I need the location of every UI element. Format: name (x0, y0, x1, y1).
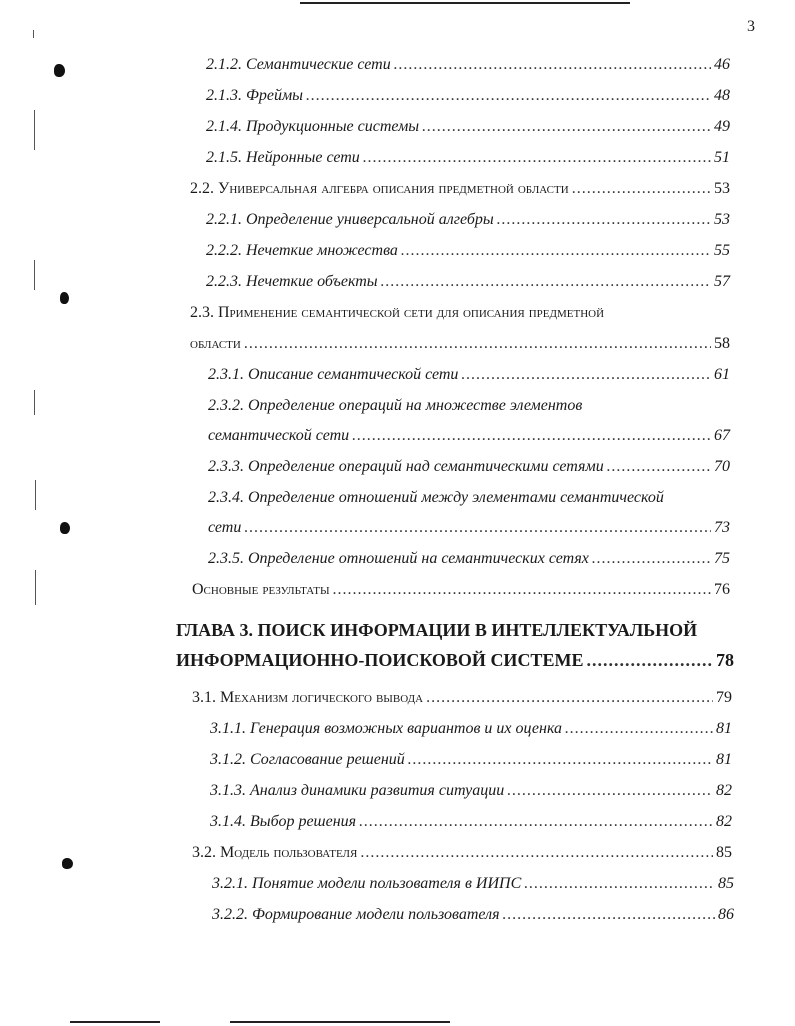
margin-tick (34, 110, 35, 150)
toc-entry (206, 149, 730, 167)
toc-entry (212, 875, 734, 893)
margin-tick (34, 390, 35, 415)
toc-entry-label: области (190, 335, 241, 352)
toc-entry-page: 49 (714, 118, 730, 135)
leader-dots (381, 273, 711, 291)
toc-entry (210, 813, 732, 831)
toc-entry-label: 2.2.2. Нечеткие множества (206, 242, 398, 259)
punch-hole-mark (54, 64, 65, 77)
toc-entry-page: 61 (714, 366, 730, 383)
toc-section-entry (192, 844, 732, 862)
margin-tick (35, 570, 36, 605)
bottom-edge-rule (70, 1021, 160, 1023)
leader-dots (352, 427, 711, 445)
leader-dots (422, 118, 711, 136)
toc-entry-page: 46 (714, 56, 730, 73)
leader-dots (408, 751, 713, 769)
leader-dots (507, 782, 713, 800)
leader-dots (565, 720, 713, 738)
toc-entry-page: 51 (714, 149, 730, 166)
toc-entry-page: 75 (714, 550, 730, 567)
toc-entry-page: 57 (714, 273, 730, 290)
toc-entry (210, 720, 732, 738)
toc-entry-label: 3.2. Модель пользователя (192, 844, 358, 861)
chapter-heading: ГЛАВА 3. ПОИСК ИНФОРМАЦИИ В ИНТЕЛЛЕКТУАЛЬНОЙ (176, 620, 698, 640)
toc-entry-label: сети (208, 519, 242, 536)
toc-entry-page: 76 (714, 581, 730, 598)
toc-section-entry (190, 335, 730, 353)
toc-entry (210, 782, 732, 800)
leader-dots (572, 180, 711, 198)
toc-entry-label: 2.2.3. Нечеткие объекты (206, 273, 378, 290)
page-number: 3 (747, 18, 755, 35)
leader-dots (607, 458, 711, 476)
toc-entry-label: 2.3.3. Определение операций над семантическими сетями (208, 458, 604, 475)
toc-entry (206, 56, 730, 74)
margin-tick (34, 260, 35, 290)
toc-entry-label: 3.2.2. Формирование модели пользователя (212, 906, 500, 923)
toc-entry (208, 427, 730, 445)
toc-entry (206, 211, 730, 229)
toc-entry-label: 2.1.3. Фреймы (206, 87, 304, 104)
leader-dots (359, 813, 713, 831)
toc-section-entry (192, 689, 732, 707)
chapter-heading-entry (176, 650, 734, 671)
toc-entry-page: 86 (718, 906, 734, 923)
leader-dots (394, 56, 711, 74)
leader-dots (592, 550, 711, 568)
leader-dots (524, 875, 715, 893)
toc-entry-label: 3.1.2. Согласование решений (210, 751, 405, 768)
toc-entry (206, 242, 730, 260)
top-edge-rule (300, 2, 630, 4)
leader-dots (306, 87, 711, 105)
toc-section-entry (190, 180, 730, 198)
punch-hole-mark (60, 522, 70, 534)
toc-entry-page: 82 (716, 782, 732, 799)
toc-entry (208, 458, 730, 476)
toc-entry-page: 55 (714, 242, 730, 259)
punch-hole-mark (62, 858, 73, 869)
toc-entry-page: 58 (714, 335, 730, 352)
margin-tick (35, 480, 36, 510)
leader-dots (461, 366, 711, 384)
toc-entry-label: семантической сети (208, 427, 350, 444)
leader-dots (586, 650, 713, 671)
toc-entry-page: 81 (716, 751, 732, 768)
toc-entry-line: 2.3.4. Определение отношений между элементами семантической (208, 489, 664, 506)
toc-entry-label: 3.1.4. Выбор решения (210, 813, 357, 830)
leader-dots (497, 211, 711, 229)
bottom-edge-rule-2 (230, 1021, 450, 1023)
toc-entry-label: 2.2.1. Определение универсальной алгебры (206, 211, 494, 228)
toc-entry-page: 48 (714, 87, 730, 104)
toc-entry (206, 87, 730, 105)
toc-entry-label: 2.3.5. Определение отношений на семантических сетях (208, 550, 589, 567)
toc-entry-page: 73 (714, 519, 730, 536)
toc-entry-page: 53 (714, 180, 730, 197)
toc-entry (210, 751, 732, 769)
toc-entry-page: 81 (716, 720, 732, 737)
leader-dots (426, 689, 713, 707)
chapter-heading-label: ИНФОРМАЦИОННО-ПОИСКОВОЙ СИСТЕМЕ (176, 650, 584, 670)
leader-dots (363, 149, 711, 167)
toc-entry-label: 2.1.4. Продукционные системы (206, 118, 420, 135)
toc-entry-page: 82 (716, 813, 732, 830)
toc-entry-label: 2.1.2. Семантические сети (206, 56, 391, 73)
punch-hole-mark (60, 292, 69, 304)
toc-entry-label: 3.1. Механизм логического вывода (192, 689, 424, 706)
toc-entry (206, 118, 730, 136)
leader-dots (244, 519, 711, 537)
toc-entry-label: 2.1.5. Нейронные сети (206, 149, 360, 166)
toc-entry-page: 85 (718, 875, 734, 892)
toc-section-heading-line: 2.3. Применение семантической сети для описания предметной (190, 304, 605, 321)
leader-dots (333, 581, 711, 599)
toc-entry (208, 519, 730, 537)
leader-dots (244, 335, 711, 353)
leader-dots (503, 906, 715, 924)
leader-dots (360, 844, 713, 862)
toc-entry-label: 3.2.1. Понятие модели пользователя в ИИПС (212, 875, 522, 892)
leader-dots (401, 242, 711, 260)
toc-entry-page: 53 (714, 211, 730, 228)
toc-entry-page: 67 (714, 427, 730, 444)
toc-entry-label: 3.1.3. Анализ динамики развития ситуации (210, 782, 505, 799)
margin-tick (33, 30, 34, 38)
toc-entry-page: 85 (716, 844, 732, 861)
toc-entry-page: 70 (714, 458, 730, 475)
toc-entry-label: 2.3.1. Описание семантической сети (208, 366, 459, 383)
toc-entry (206, 273, 730, 291)
toc-entry (208, 550, 730, 568)
toc-entry-line: 2.3.2. Определение операций на множестве элементов (208, 397, 583, 414)
toc-entry-label: 2.2. Универсальная алгебра описания предметной области (190, 180, 569, 197)
toc-section-entry (192, 581, 730, 599)
toc-entry (208, 366, 730, 384)
chapter-page: 78 (716, 650, 734, 670)
toc-entry (212, 906, 734, 924)
toc-entry-page: 79 (716, 689, 732, 706)
toc-entry-label: Основные результаты (192, 581, 330, 598)
toc-entry-label: 3.1.1. Генерация возможных вариантов и их оценка (210, 720, 563, 737)
